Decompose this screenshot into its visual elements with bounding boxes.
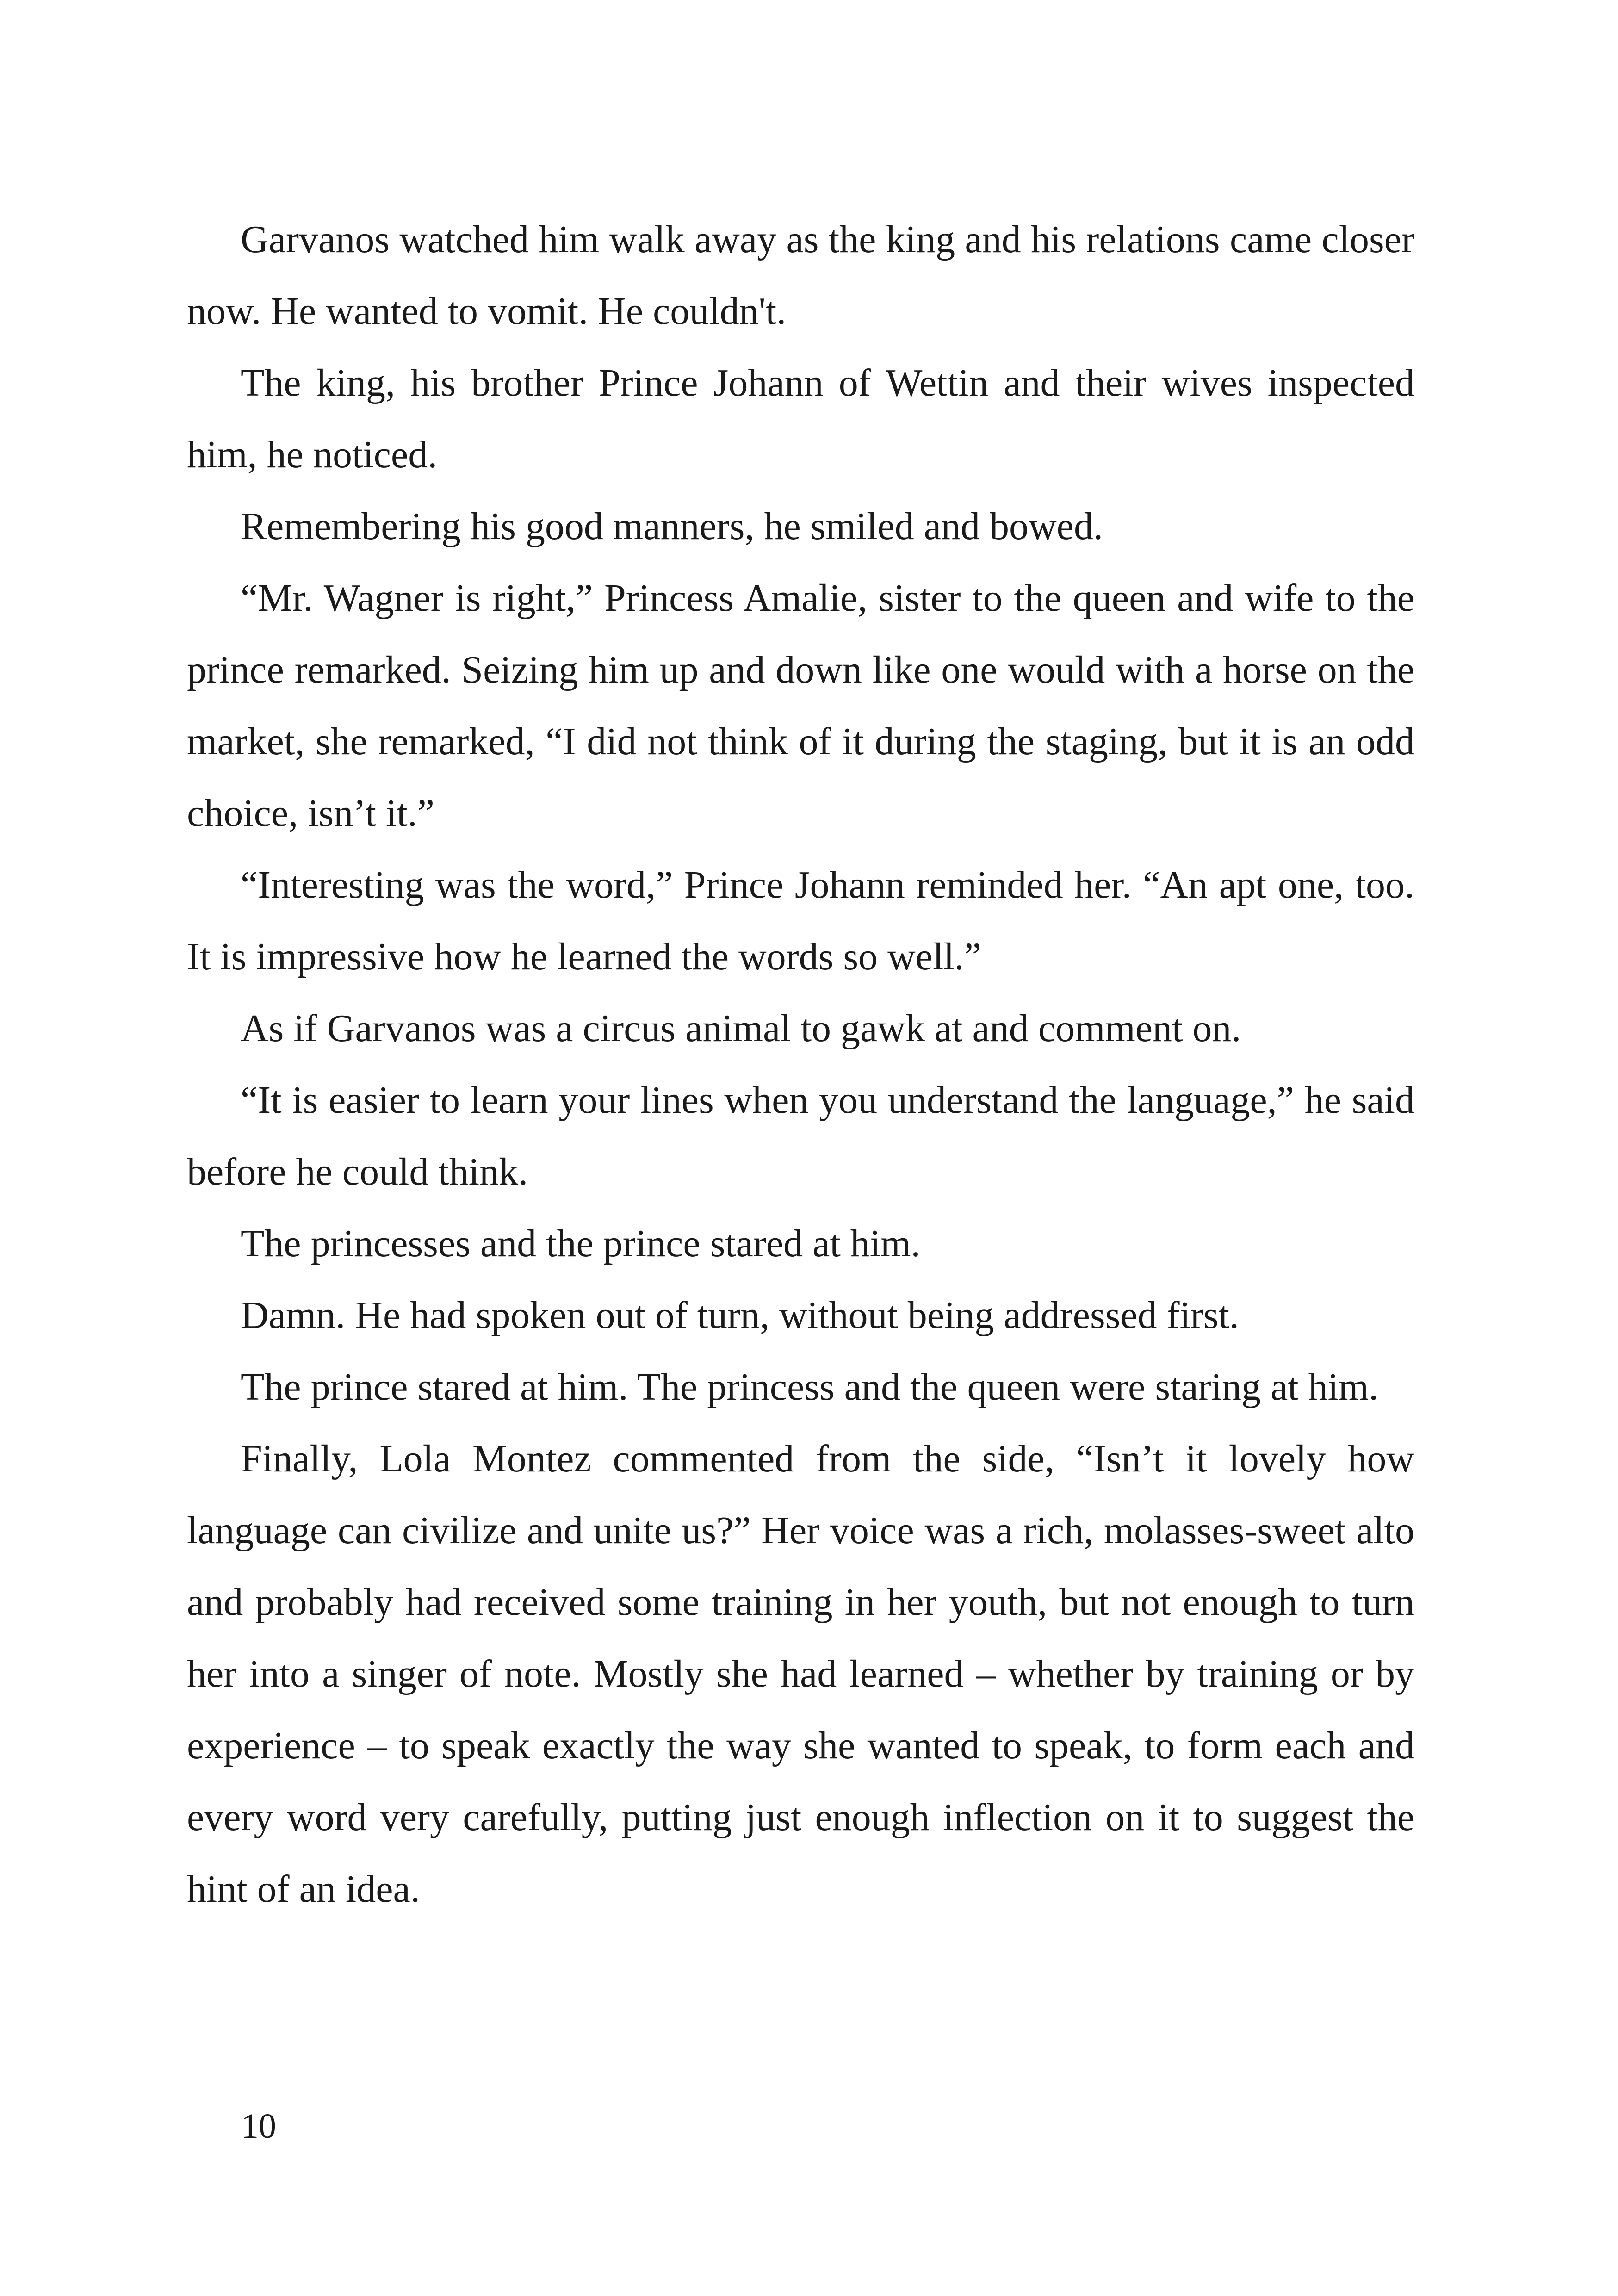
paragraph-10: The prince stared at him. The princess and the queen were staring at him. — [241, 1365, 1379, 1409]
paragraph-6: As if Garvanos was a circus animal to gawk at and comment on. — [241, 1007, 1241, 1050]
paragraph-9: Damn. He had spoken out of turn, without being addressed first. — [241, 1294, 1239, 1337]
body-text — [187, 204, 1414, 1925]
paragraph-11: Finally, Lola Montez commented from the side, “Isn’t it lovely how language can civilize and unite us?” Her voice was a rich, molasses-sweet alto and probably had received some training in her youth, but not enough to turn her into a singer of note. Mostly she had learned – whether by training or by experience – to speak exactly the way she wanted to speak, to form each and every word very carefully, putting just enough inflection on it to suggest the hint of an idea. — [187, 1437, 1414, 1911]
paragraph-1: Garvanos watched him walk away as the king and his relations came closer now. He wanted to vomit. He couldn't. — [187, 218, 1414, 333]
paragraph-8: The princesses and the prince stared at him. — [241, 1222, 921, 1265]
paragraph-5: “Interesting was the word,” Prince Johann reminded her. “An apt one, too. It is impressive how he learned the words so well.” — [187, 863, 1414, 978]
paragraph-2: The king, his brother Prince Johann of Wettin and their wives inspected him, he noticed. — [187, 361, 1414, 476]
paragraph-3: Remembering his good manners, he smiled and bowed. — [241, 505, 1103, 548]
paragraph-7: “It is easier to learn your lines when you understand the language,” he said before he could think. — [187, 1079, 1414, 1193]
page-number: 10 — [241, 2107, 276, 2146]
paragraph-4: “Mr. Wagner is right,” Princess Amalie, sister to the queen and wife to the prince remarked. Seizing him up and down like one would with a horse on the market, she remarked, “I did not think of it during the staging, but it is an odd choice, isn’t it.” — [187, 577, 1414, 835]
